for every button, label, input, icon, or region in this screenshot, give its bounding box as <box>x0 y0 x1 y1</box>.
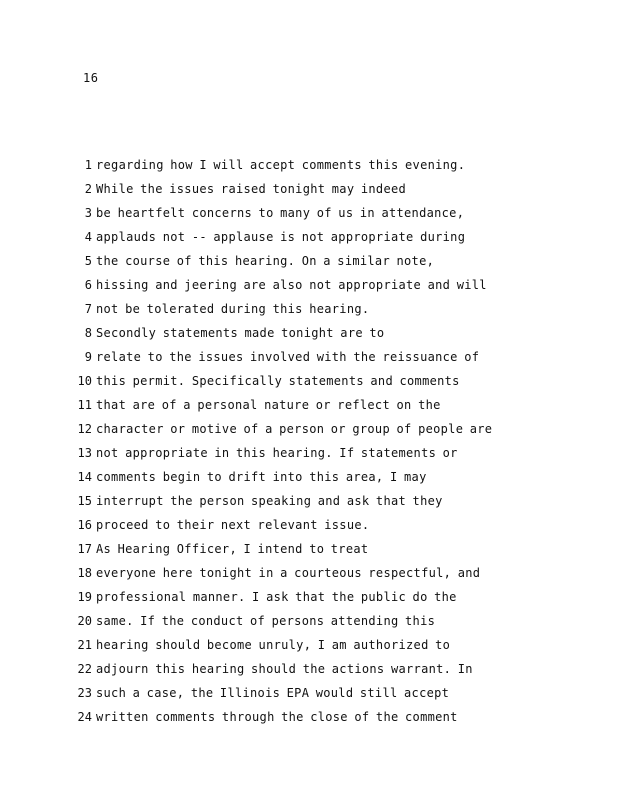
line-text: relate to the issues involved with the reissuance of <box>96 350 480 364</box>
transcript-line <box>70 201 590 225</box>
line-text: regarding how I will accept comments this evening. <box>96 158 466 172</box>
line-text: applauds not -- applause is not appropriate during <box>96 230 466 244</box>
line-text: As Hearing Officer, I intend to treat <box>96 542 369 556</box>
line-number: 9 <box>84 350 92 364</box>
page-number: 16 <box>83 71 99 85</box>
transcript-line <box>70 177 590 201</box>
line-text: professional manner. I ask that the public do the <box>96 590 457 604</box>
line-text: proceed to their next relevant issue. <box>96 518 370 532</box>
transcript-body <box>70 153 590 729</box>
line-number: 19 <box>77 590 92 604</box>
line-number: 18 <box>77 566 92 580</box>
line-number: 16 <box>77 518 92 532</box>
line-number: 1 <box>84 158 92 172</box>
line-number: 22 <box>77 662 92 676</box>
line-number: 23 <box>77 686 92 700</box>
line-text: be heartfelt concerns to many of us in attendance, <box>96 206 465 220</box>
line-text: not appropriate in this hearing. If statements or <box>96 446 458 460</box>
transcript-line <box>70 153 590 177</box>
transcript-line <box>70 249 590 273</box>
transcript-line <box>70 417 590 441</box>
line-number: 6 <box>84 278 92 292</box>
line-number: 20 <box>77 614 92 628</box>
transcript-line <box>70 561 590 585</box>
transcript-line <box>70 585 590 609</box>
line-number: 24 <box>77 710 92 724</box>
line-number: 5 <box>84 254 92 268</box>
transcript-line <box>70 537 590 561</box>
transcript-line <box>70 297 590 321</box>
line-text: written comments through the close of the comment <box>96 710 458 724</box>
line-text: everyone here tonight in a courteous respectful, and <box>96 566 481 580</box>
line-text: While the issues raised tonight may indeed <box>96 182 407 196</box>
line-text: same. If the conduct of persons attending this <box>96 614 436 628</box>
line-text: adjourn this hearing should the actions warrant. In <box>96 662 473 676</box>
line-number: 10 <box>77 374 92 388</box>
line-text: interrupt the person speaking and ask that they <box>96 494 443 508</box>
line-number: 11 <box>77 398 92 412</box>
transcript-line <box>70 681 590 705</box>
transcript-line <box>70 441 590 465</box>
transcript-line <box>70 657 590 681</box>
transcript-line <box>70 273 590 297</box>
line-number: 4 <box>84 230 92 244</box>
line-text: that are of a personal nature or reflect on the <box>96 398 441 412</box>
transcript-line <box>70 225 590 249</box>
transcript-line <box>70 609 590 633</box>
line-text: the course of this hearing. On a similar note, <box>96 254 435 268</box>
transcript-line <box>70 393 590 417</box>
transcript-line <box>70 465 590 489</box>
line-text: hearing should become unruly, I am authorized to <box>96 638 451 652</box>
transcript-line <box>70 345 590 369</box>
line-number: 8 <box>84 326 92 340</box>
transcript-line <box>70 321 590 345</box>
line-text: Secondly statements made tonight are to <box>96 326 385 340</box>
line-number: 7 <box>84 302 92 316</box>
line-number: 21 <box>77 638 92 652</box>
line-text: comments begin to drift into this area, I may <box>96 470 427 484</box>
line-number: 3 <box>84 206 92 220</box>
transcript-line <box>70 513 590 537</box>
line-number: 2 <box>84 182 92 196</box>
line-number: 14 <box>77 470 92 484</box>
line-text: character or motive of a person or group of people are <box>96 422 493 436</box>
line-text: this permit. Specifically statements and comments <box>96 374 460 388</box>
line-number: 17 <box>77 542 92 556</box>
transcript-line <box>70 633 590 657</box>
transcript-line <box>70 489 590 513</box>
line-number: 15 <box>77 494 92 508</box>
line-text: such a case, the Illinois EPA would still accept <box>96 686 450 700</box>
line-text: not be tolerated during this hearing. <box>96 302 370 316</box>
line-number: 12 <box>77 422 92 436</box>
line-number: 13 <box>77 446 92 460</box>
transcript-line <box>70 705 590 729</box>
line-text: hissing and jeering are also not appropriate and will <box>96 278 487 292</box>
transcript-line <box>70 369 590 393</box>
